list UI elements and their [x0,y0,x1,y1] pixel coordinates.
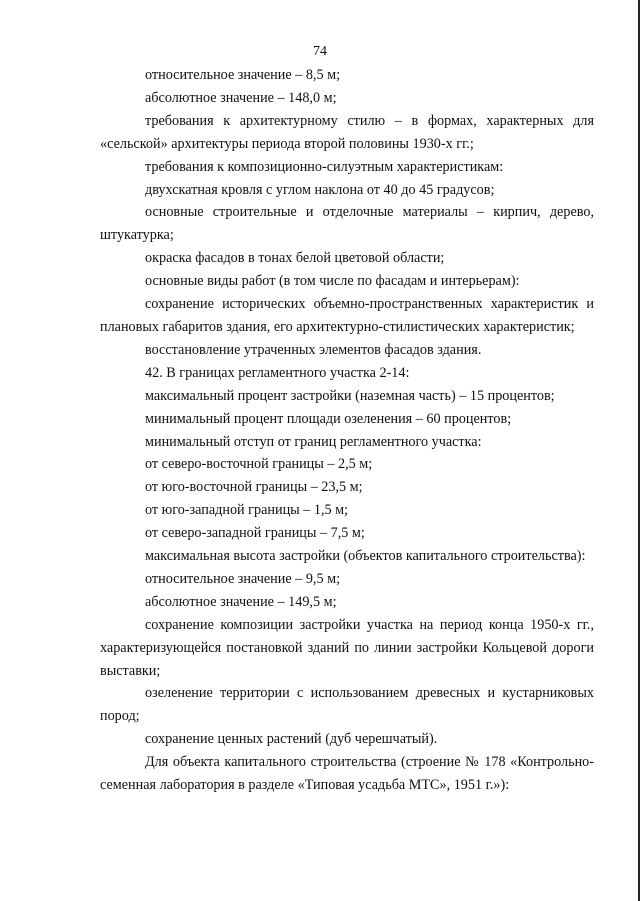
paragraph: от северо-восточной границы – 2,5 м; [145,456,373,473]
paragraph: основные виды работ (в том числе по фасадам и интерьерам): [145,273,520,290]
paragraph: абсолютное значение – 148,0 м; [145,89,337,106]
paragraph: основные строительные и отделочные материалы – кирпич, дерево, штукатурка; [100,204,594,244]
document-body [100,64,594,797]
paragraph: 42. В границах регламентного участка 2-14: [145,364,410,381]
paragraph: относительное значение – 9,5 м; [145,570,341,587]
paragraph: сохранение композиции застройки участка на период конца 1950-х гг., характеризующейся постановкой зданий по линии застройки Кольцевой дороги выставки; [100,616,594,679]
paragraph: от юго-западной границы – 1,5 м; [145,502,349,519]
paragraph: требования к архитектурному стилю – в формах, характерных для «сельской» архитектуры периода второй половины 1930-х гг.; [100,112,594,152]
paragraph: относительное значение – 8,5 м; [145,67,341,83]
paragraph: требования к композиционно-силуэтным характеристикам: [145,158,504,175]
paragraph: Для объекта капитального строительства (строение № 178 «Контрольно-семенная лаборатория в разделе «Типовая усадьба МТС», 1951 г.»): [100,754,594,794]
paragraph: максимальная высота застройки (объектов капитального строительства): [145,548,586,565]
paragraph: озеленение территории с использованием древесных и кустарниковых пород; [100,685,594,725]
paragraph: от северо-западной границы – 7,5 м; [145,525,365,542]
page-number: 74 [313,44,327,59]
paragraph: абсолютное значение – 149,5 м; [145,593,337,610]
paragraph: окраска фасадов в тонах белой цветовой области; [145,250,445,267]
paragraph: восстановление утраченных элементов фасадов здания. [145,341,482,358]
paragraph: сохранение ценных растений (дуб черешчатый). [145,731,438,748]
paragraph: двухскатная кровля с углом наклона от 40 до 45 градусов; [145,181,495,198]
paragraph: минимальный процент площади озеленения – 60 процентов; [145,410,512,427]
paragraph: минимальный отступ от границ регламентного участка: [145,433,482,450]
paragraph: от юго-восточной границы – 23,5 м; [145,479,363,496]
paragraph: сохранение исторических объемно-пространственных характеристик и плановых габаритов здания, его архитектурно-стилистических характеристик; [100,296,594,335]
paragraph: максимальный процент застройки (наземная часть) – 15 процентов; [145,387,555,404]
